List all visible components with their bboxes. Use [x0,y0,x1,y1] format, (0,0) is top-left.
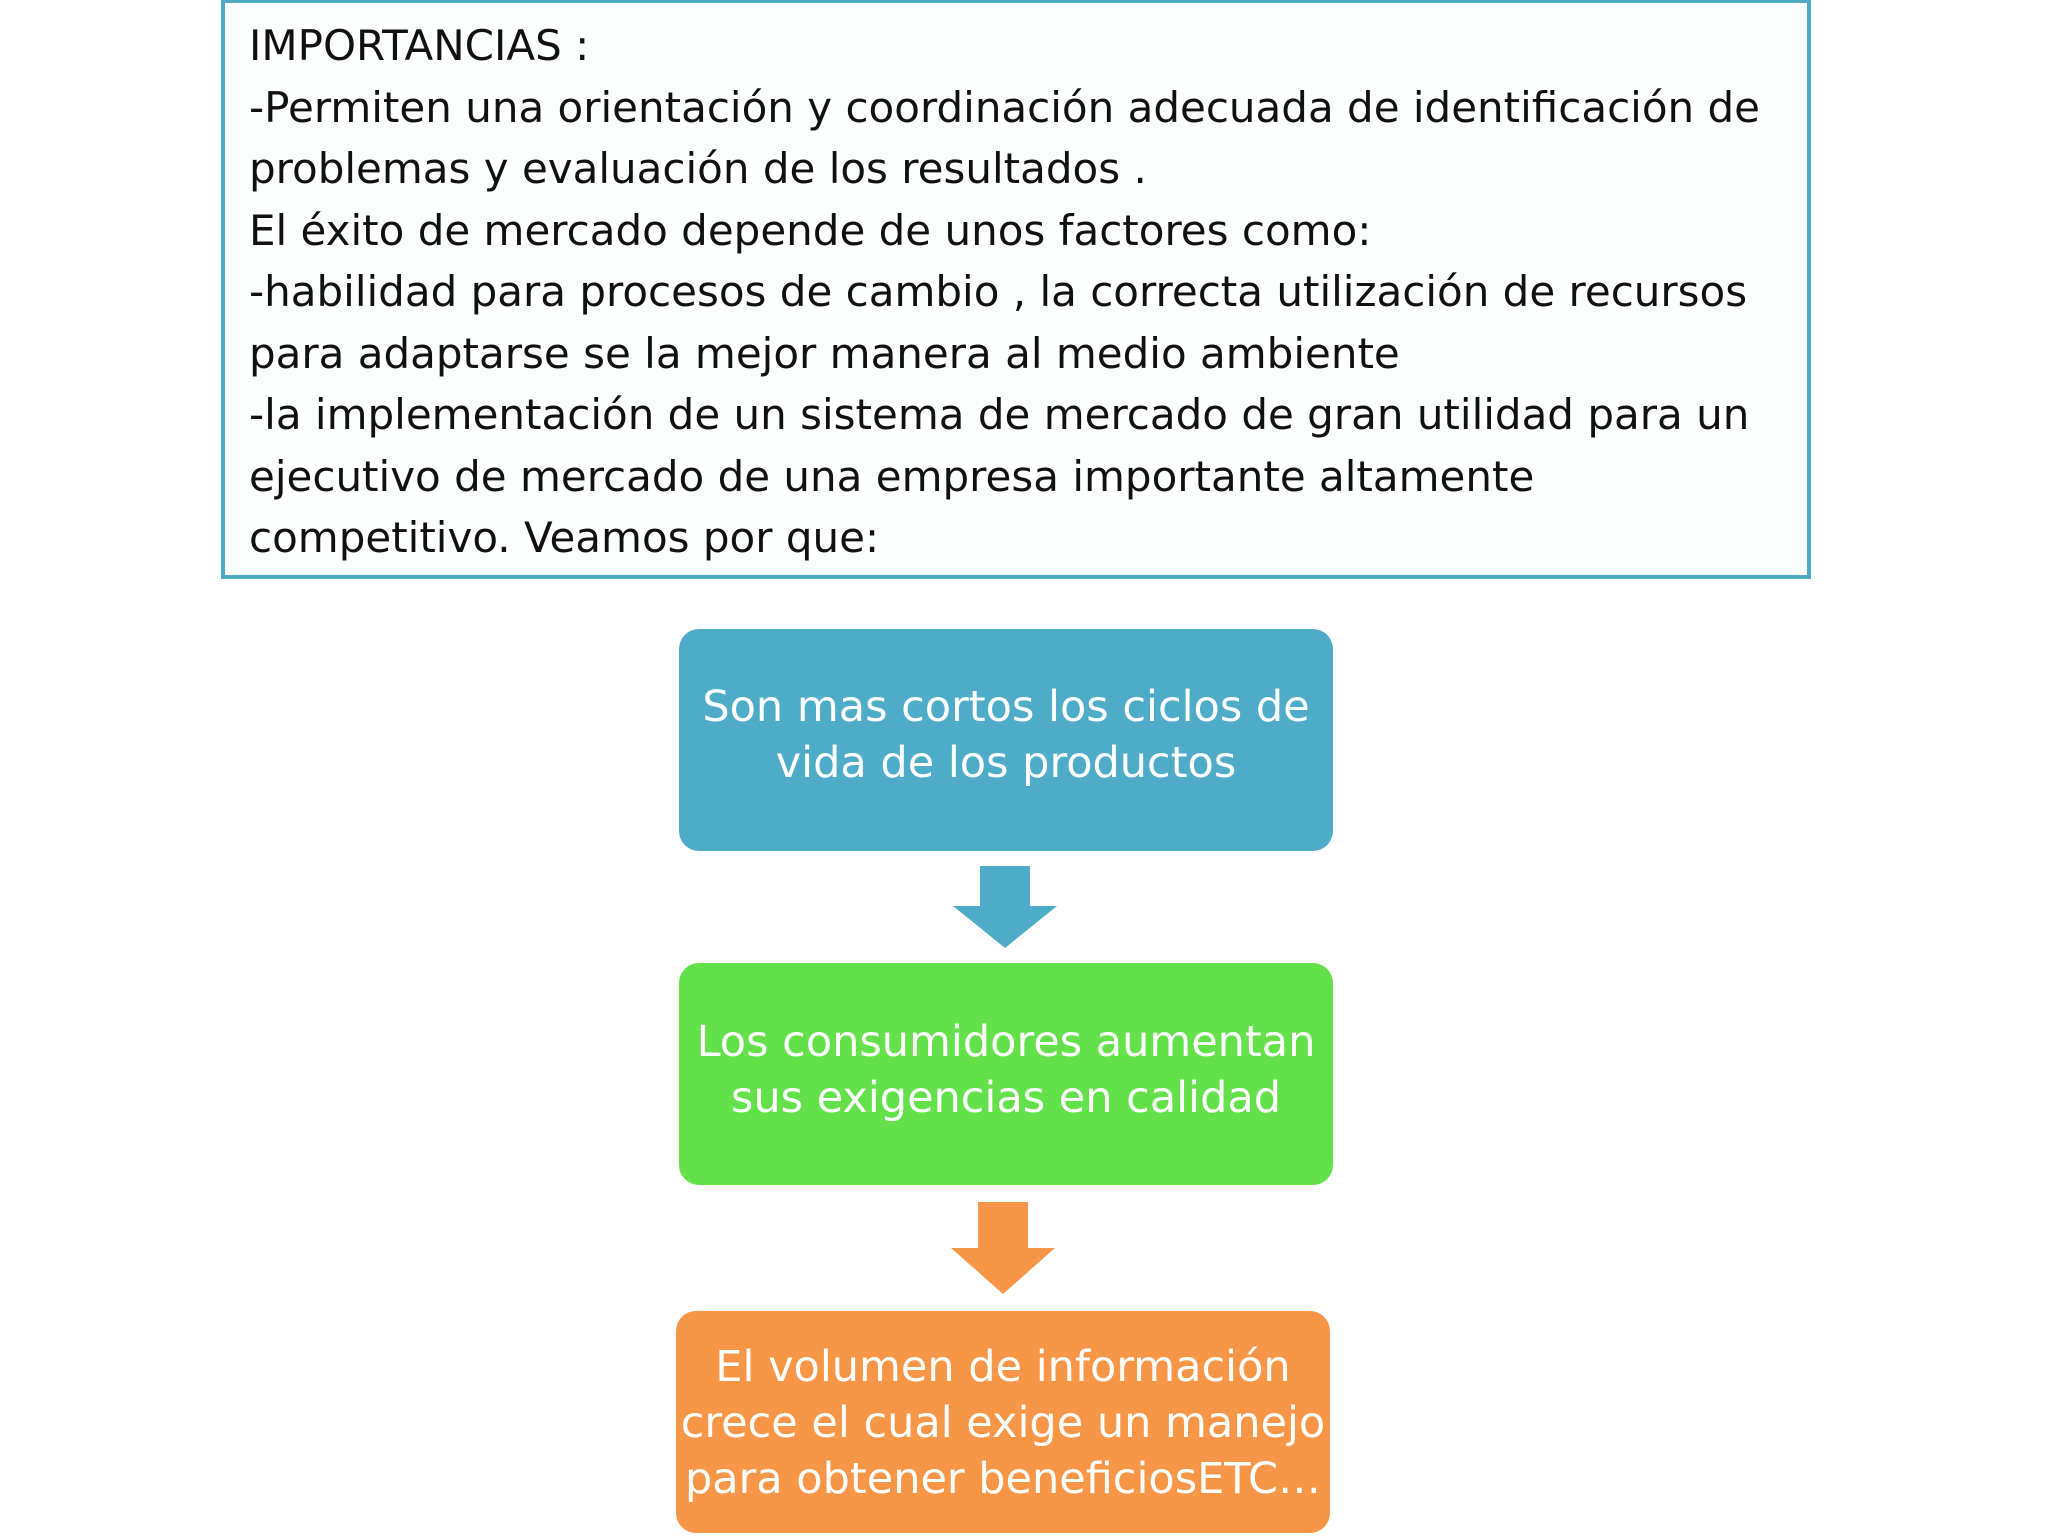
step-box-product-lifecycle [679,629,1333,851]
intro-line-heading: IMPORTANCIAS : [249,21,590,70]
step-box-information-volume [676,1311,1330,1533]
importancias-text-box [221,0,1811,579]
step-text: Son mas cortos los ciclos de [702,682,1310,732]
intro-line: -la implementación de un sistema de mercado de gran utilidad para un [249,390,1750,439]
intro-line: -Permiten una orientación y coordinación adecuada de identificación de [249,82,1761,132]
intro-line: para adaptarse se la mejor manera al medio ambiente [249,328,1400,378]
down-arrow-icon [951,1202,1055,1294]
step-text: Los consumidores aumentan [696,1017,1316,1067]
intro-line: El éxito de mercado depende de unos factores como: [249,205,1372,255]
intro-line: problemas y evaluación de los resultados . [249,144,1147,193]
step-text: vida de los productos [775,738,1237,788]
step-box-consumer-demands [679,963,1333,1185]
intro-line: -habilidad para procesos de cambio , la correcta utilización de recursos [249,267,1748,316]
step-text: crece el cual exige un manejo [680,1398,1326,1448]
step-text: El volumen de información [715,1342,1291,1392]
intro-line: ejecutivo de mercado de una empresa importante altamente [249,451,1535,501]
down-arrow-icon [953,866,1057,948]
step-text: para obtener beneficiosETC… [684,1454,1322,1504]
intro-line: competitivo. Veamos por que: [249,513,880,562]
step-text: sus exigencias en calidad [730,1073,1282,1123]
